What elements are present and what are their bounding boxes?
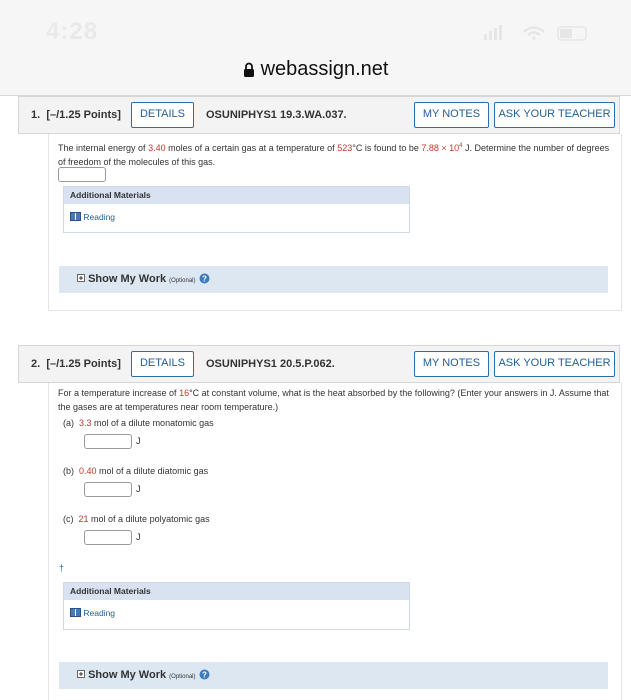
- question-1-body: [48, 134, 622, 311]
- question-1-points: 1. [–/1.25 Points]: [31, 109, 121, 121]
- status-icons: [484, 24, 594, 42]
- svg-text:?: ?: [201, 274, 207, 284]
- part-b-input[interactable]: [84, 482, 132, 497]
- status-time: 4:28: [46, 18, 99, 45]
- expand-icon: [77, 274, 85, 282]
- question-2-body: [48, 383, 622, 700]
- show-my-work[interactable]: [59, 266, 608, 293]
- question-1-text: The internal energy of 3.40 moles of a certain gas at a temperature of 523°C is found to be $7.88 \times 10^4$ J. Determine the number of degrees of freedom of the molecules of this gas.: [58, 143, 610, 167]
- part-c: (c) 21 mol of a dilute polyatomic gas: [63, 514, 210, 524]
- part-b: (b) 0.40 mol of a dilute diatomic gas: [63, 466, 209, 476]
- answer-input[interactable]: [58, 167, 106, 182]
- book-icon: [70, 212, 81, 221]
- svg-text:?: ?: [201, 670, 207, 680]
- part-a-input[interactable]: [84, 434, 132, 449]
- additional-materials-title: Additional Materials: [64, 187, 409, 204]
- question-1: [18, 96, 620, 310]
- show-my-work-label: Show My Work (Optional) ?: [77, 273, 210, 285]
- reading-link[interactable]: Reading: [64, 212, 409, 222]
- show-my-work-label: Show My Work (Optional) ?: [77, 669, 210, 681]
- details-button[interactable]: DETAILS: [131, 351, 194, 377]
- ask-teacher-button[interactable]: ASK YOUR TEACHER: [494, 351, 615, 377]
- reading-link[interactable]: Reading: [64, 608, 409, 618]
- help-icon[interactable]: [199, 669, 210, 680]
- address-bar[interactable]: [0, 58, 631, 81]
- additional-materials-title: Additional Materials: [64, 583, 409, 600]
- question-2-header: [18, 345, 620, 383]
- question-1-code: OSUNIPHYS1 19.3.WA.037.: [206, 109, 347, 121]
- question-2-code: OSUNIPHYS1 20.5.P.062.: [206, 358, 335, 370]
- book-icon: [70, 608, 81, 617]
- url-text: webassign.net: [260, 58, 389, 80]
- expand-icon: [77, 670, 85, 678]
- lock-icon: [243, 62, 255, 77]
- part-a-unit: J: [136, 436, 141, 446]
- browser-chrome: [0, 0, 631, 96]
- part-a: (a) 3.3 mol of a dilute monatomic gas: [63, 418, 214, 428]
- part-c-unit: J: [136, 532, 141, 542]
- additional-materials: [63, 186, 410, 233]
- question-2-points: 2. [–/1.25 Points]: [31, 358, 121, 370]
- details-button[interactable]: DETAILS: [131, 102, 194, 128]
- question-2: [18, 345, 620, 700]
- question-1-header: [18, 96, 620, 134]
- additional-materials: [63, 582, 410, 630]
- show-my-work[interactable]: [59, 662, 608, 689]
- my-notes-button[interactable]: MY NOTES: [414, 102, 489, 128]
- my-notes-button[interactable]: MY NOTES: [414, 351, 489, 377]
- part-c-input[interactable]: [84, 530, 132, 545]
- ask-teacher-button[interactable]: ASK YOUR TEACHER: [494, 102, 615, 128]
- help-icon[interactable]: [199, 273, 210, 284]
- part-b-unit: J: [136, 484, 141, 494]
- dagger-marker: †: [59, 563, 65, 573]
- question-2-text: For a temperature increase of 16°C at constant volume, what is the heat absorbed by the following? (Enter your answers in J. Assume that the gases are at temperatures near room temperature.): [58, 388, 609, 412]
